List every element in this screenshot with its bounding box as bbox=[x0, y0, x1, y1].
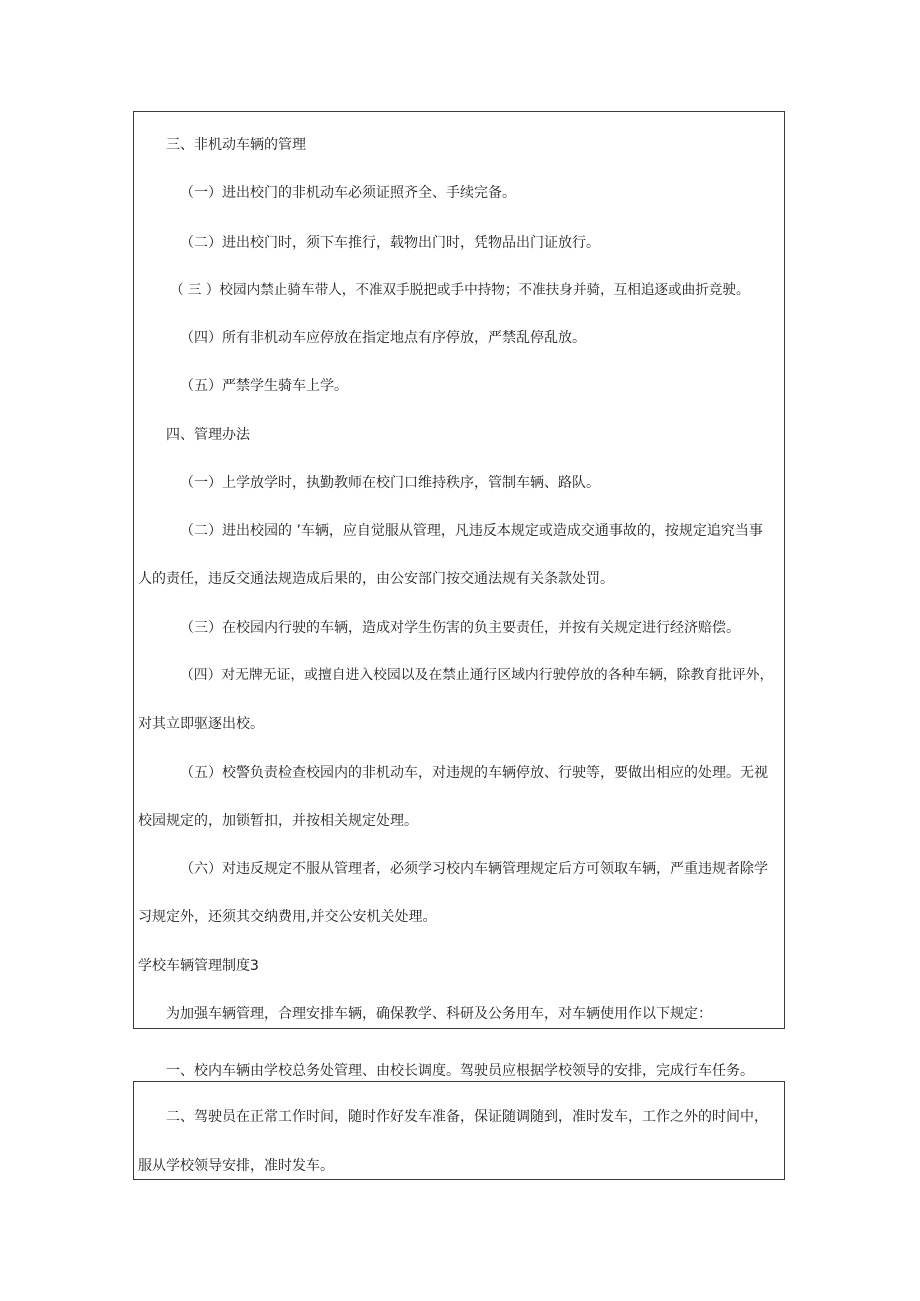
section3-item-1: （一）进出校门的非机动车必须证照齐全、手续完备。 bbox=[180, 185, 516, 201]
section4-item-6-cont: 习规定外，还须其交纳费用,并交公安机关处理。 bbox=[138, 909, 437, 925]
section4-item-6: （六）对违反规定不服从管理者，必须学习校内车辆管理规定后方可领取车辆，严重违规者除学 bbox=[180, 861, 768, 877]
section3-heading: 三、非机动车辆的管理 bbox=[166, 137, 306, 153]
section4-item-2-cont: 人的责任，违反交通法规造成后果的，由公安部门按交通法规有关条款处罚。 bbox=[138, 571, 614, 587]
section4-item-3: （三）在校园内行驶的车辆，造成对学生伤害的负主要责任，并按有关规定进行经济赔偿。 bbox=[180, 620, 740, 636]
section3-item-2: （二）进出校门时，须下车推行，载物出门时，凭物品出门证放行。 bbox=[180, 235, 600, 251]
section3-item-5: （五）严禁学生骑车上学。 bbox=[180, 378, 348, 394]
section3-item-4: （四）所有非机动车应停放在指定地点有序停放，严禁乱停乱放。 bbox=[180, 330, 586, 346]
section4-item-5-cont: 校园规定的，加锁暂扣，并按相关规定处理。 bbox=[138, 813, 418, 829]
section4-item-2: （二）进出校园的 ’车辆，应自觉服从管理，凡违反本规定或造成交通事故的，按规定追究当事 bbox=[180, 523, 763, 539]
doc3-rule-2: 二、驾驶员在正常工作时间，随时作好发车准备，保证随调随到，准时发车，工作之外的时间中， bbox=[166, 1109, 768, 1125]
doc3-intro: 为加强车辆管理，合理安排车辆，确保教学、科研及公务用车，对车辆使用作以下规定： bbox=[166, 1006, 712, 1022]
doc3-rule-2-cont: 服从学校领导安排，准时发车。 bbox=[138, 1158, 334, 1174]
section4-item-4: （四）对无牌无证，或擅自进入校园以及在禁止通行区域内行驶停放的各种车辆，除教育批评外， bbox=[180, 667, 774, 683]
doc3-rule-1: 一、校内车辆由学校总务处管理、由校长调度。驾驶员应根据学校领导的安排，完成行车任务。 bbox=[166, 1063, 754, 1079]
section4-heading: 四、管理办法 bbox=[166, 427, 250, 443]
section4-item-4-cont: 对其立即驱逐出校。 bbox=[138, 716, 264, 732]
section4-item-5: （五）校警负责检查校园内的非机动车，对违规的车辆停放、行驶等，要做出相应的处理。无视 bbox=[180, 765, 768, 781]
section4-item-1: （一）上学放学时，执勤教师在校门口维持秩序，管制车辆、路队。 bbox=[180, 475, 600, 491]
section3-item-3: （ 三 ）校园内禁止骑车带人，不准双手脱把或手中持物；不准扶身并骑，互相追逐或曲折竞驶。 bbox=[170, 282, 750, 298]
doc3-title: 学校车辆管理制度3 bbox=[138, 958, 259, 974]
